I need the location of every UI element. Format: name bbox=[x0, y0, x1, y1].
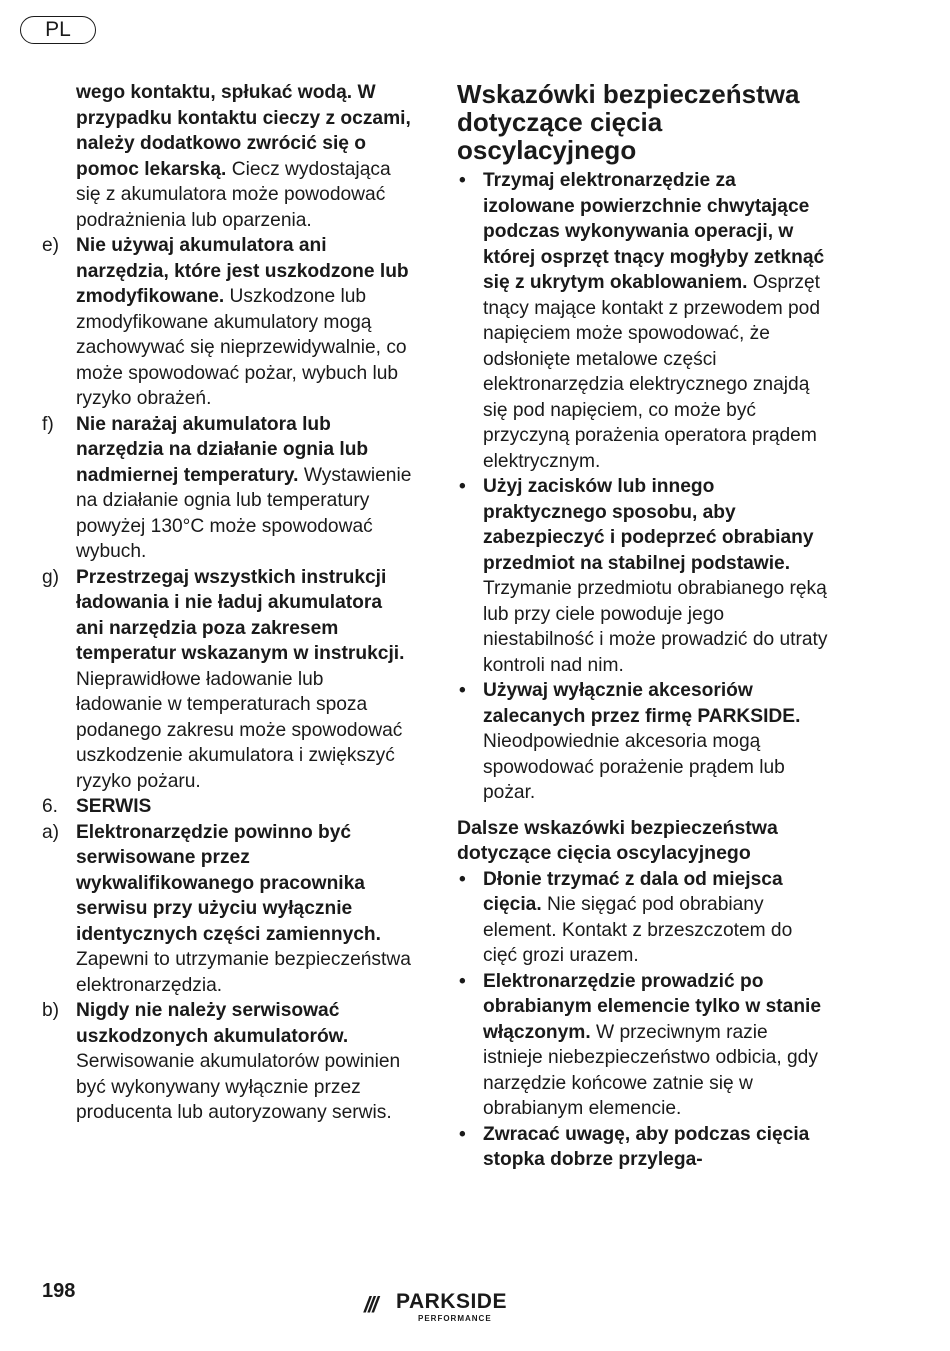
page-number: 198 bbox=[42, 1280, 76, 1302]
bullet-bold: Użyj zacisków lub innego praktycznego sposobu, aby zabezpieczyć i podeprzeć obrabiany przedmiot na stabilnej podstawie. bbox=[483, 476, 814, 574]
section-title: Wskazówki bezpieczeństwa dotyczące cięcia oscylacyjnego bbox=[457, 79, 800, 165]
item-bold: Nie narażaj akumulatora lub narzędzia na działanie ognia lub nadmiernej temperatury. bbox=[76, 413, 369, 486]
item-marker: b) bbox=[42, 1000, 60, 1021]
bullet-item bbox=[457, 867, 829, 969]
list-item bbox=[42, 412, 414, 565]
bullet-bold: Zwracać uwagę, aby podczas cięcia stopka dobrze przylega- bbox=[483, 1123, 810, 1170]
intro-text: Ciecz wydostająca się z akumulatora może powodować podrażnienia lub oparzenia. bbox=[76, 158, 391, 231]
bullet-text: Trzymanie przedmiotu obrabianego ręką lub przy ciele powoduje jego niestabilność i może prowadzić do utraty kontroli nad nim. bbox=[483, 578, 828, 676]
item-marker: f) bbox=[42, 413, 54, 435]
bullet-bold: Elektronarzędzie prowadzić po obrabianym elemencie tylko w stanie włączonym. bbox=[483, 970, 822, 1043]
item-text: Wystawienie na działanie ognia lub temperatury powyżej 130°C może spowodować wybuch. bbox=[76, 464, 412, 562]
bullet-item bbox=[457, 168, 829, 474]
bullet-item bbox=[457, 474, 829, 678]
item-marker: g) bbox=[42, 566, 60, 588]
list-item bbox=[42, 233, 414, 412]
bullet-item bbox=[457, 1122, 829, 1173]
item-text: Nieprawidłowe ładowanie lub ładowanie w temperaturach spoza podanego zakresu może spowodować uszkodzenie akumulatora i zwiększyć ryzyko pożaru. bbox=[76, 668, 403, 792]
bullet-bold: Trzymaj elektronarzędzie za izolowane powierzchnie chwytające podczas wykonywania operacji, w której osprzęt tnący mogłyby zetknąć się z ukrytym okablowaniem. bbox=[483, 170, 825, 293]
item-bold: Przestrzegaj wszystkich instrukcji ładowania i nie ładuj akumulatora ani narzędzia poza zakresem temperatur wskazanym w instrukcji. bbox=[76, 566, 405, 664]
item-bold: Elektronarzędzie powinno być serwisowane przez wykwalifikowanego pracownika serwisu przy użyciu wyłącznie identycznych części zamiennych. bbox=[76, 821, 381, 945]
bullet-text: Nieodpowiednie akcesoria mogą spowodować porażenie prądem lub pożar. bbox=[483, 731, 785, 803]
bullet-bold: Używaj wyłącznie akcesoriów zalecanych przez firmę PARKSIDE. bbox=[483, 680, 801, 727]
bullet-icon: • bbox=[459, 170, 466, 191]
item-marker: a) bbox=[42, 821, 60, 843]
list-item bbox=[42, 998, 414, 1126]
item-bold: Nigdy nie należy serwisować uszkodzonych akumulatorów. bbox=[76, 1000, 349, 1047]
service-marker: 6. bbox=[42, 796, 59, 817]
item-bold: Nie używaj akumulatora ani narzędzia, które jest uszkodzone lub zmodyfikowane. bbox=[76, 235, 409, 307]
bullet-text: Osprzęt tnący mające kontakt z przewodem pod napięciem może spowodować, że odsłonięte metalowe części elektronarzędzia elektrycznego znajdą się pod napięciem, co może być przyczyną porażenia operatora prądem elektrycznym. bbox=[483, 272, 821, 472]
item-text: Uszkodzone lub zmodyfikowane akumulatory mogą zachowywać się nieprzewidywalnie, co może spowodować pożar, wybuch lub ryzyko obrażeń. bbox=[76, 286, 407, 409]
logo-sub: PERFORMANCE bbox=[418, 1314, 492, 1323]
logo-stripes-icon: /// bbox=[364, 1292, 377, 1317]
service-heading bbox=[42, 794, 414, 820]
bullet-text: Nie sięgać pod obrabiany element. Kontakt z brzeszczotem do cięć grozi urazem. bbox=[483, 894, 793, 966]
item-text: Serwisowanie akumulatorów powinien być wykonywany wyłącznie przez producenta lub autoryzowany serwis. bbox=[76, 1051, 401, 1123]
intro-paragraph bbox=[42, 80, 414, 233]
bullet-icon: • bbox=[459, 970, 466, 992]
parkside-logo bbox=[364, 1290, 524, 1326]
bullet-icon: • bbox=[459, 476, 466, 497]
bullet-icon: • bbox=[459, 868, 466, 890]
list-item bbox=[42, 565, 414, 795]
bullet-icon: • bbox=[459, 1123, 466, 1145]
service-title: SERWIS bbox=[76, 796, 152, 817]
subsection-title: Dalsze wskazówki bezpieczeństwa dotyczące cięcia oscylacyjnego bbox=[457, 816, 778, 864]
item-text: Zapewni to utrzymanie bezpieczeństwa elektronarzędzia. bbox=[76, 949, 411, 996]
item-marker: e) bbox=[42, 235, 60, 256]
bullet-item bbox=[457, 678, 829, 806]
bullet-item bbox=[457, 969, 829, 1122]
bullet-icon: • bbox=[459, 680, 466, 701]
bullet-text: W przeciwnym razie istnieje niebezpieczeństwo odbicia, gdy narzędzie końcowe zatnie się w obrabianym elemencie. bbox=[483, 1021, 818, 1119]
language-badge: PL bbox=[20, 16, 96, 44]
right-column bbox=[457, 80, 829, 1173]
list-item bbox=[42, 820, 414, 999]
intro-bold: wego kontaktu, spłukać wodą. W przypadku kontaktu cieczy z oczami, należy dodatkowo zwrócić się o pomoc lekarską. bbox=[76, 82, 411, 180]
left-column bbox=[42, 80, 414, 1126]
bullet-bold: Dłonie trzymać z dala od miejsca cięcia. bbox=[483, 868, 783, 915]
logo-name: PARKSIDE bbox=[396, 1290, 507, 1313]
